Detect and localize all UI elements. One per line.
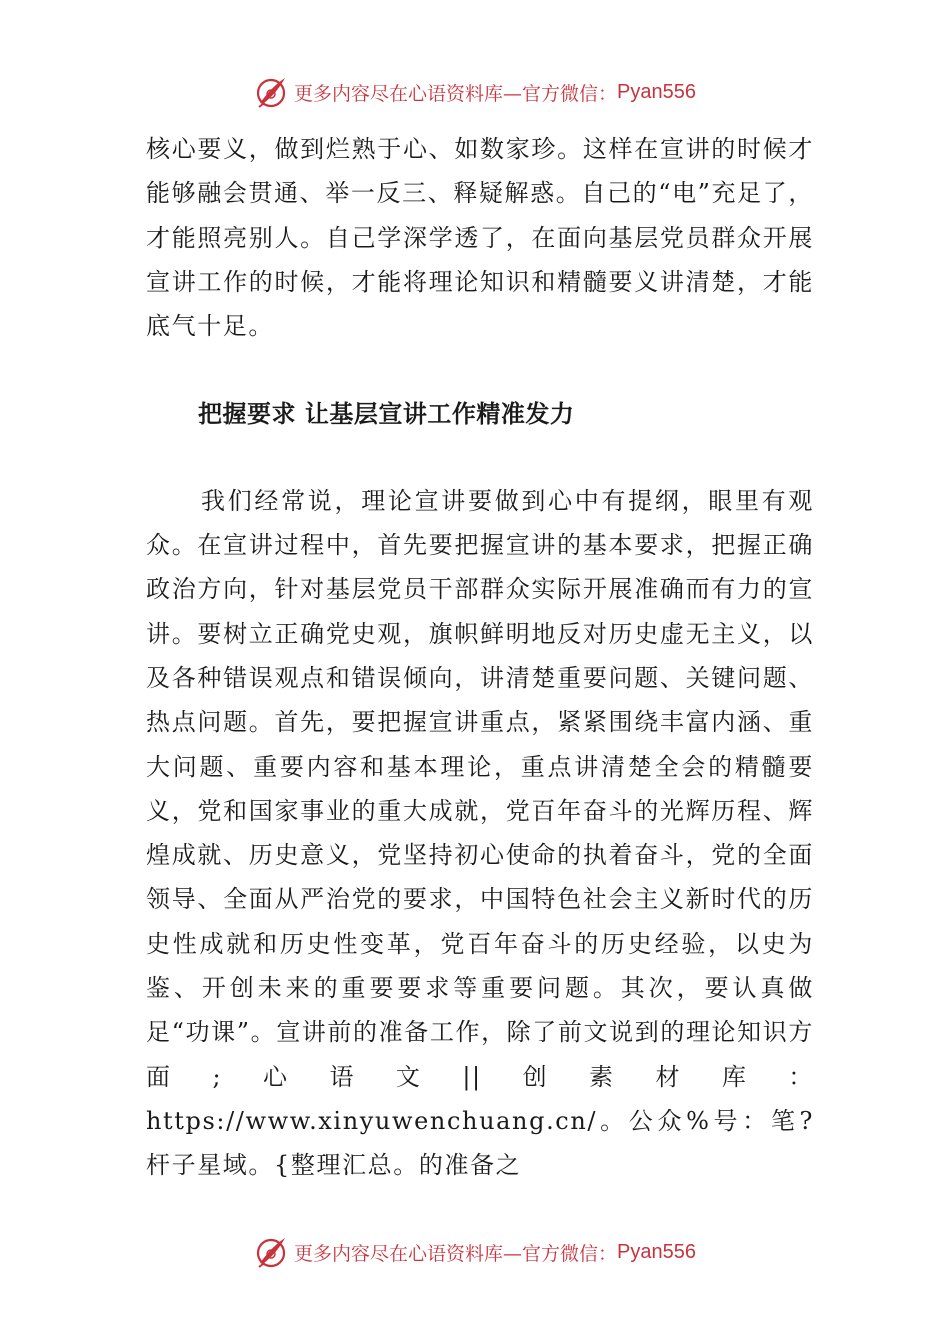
header-banner xyxy=(0,72,950,112)
paragraph-2: 我们经常说，理论宣讲要做到心中有提纲，眼里有观众。在宣讲过程中，首先要把握宣讲的基本要求，把握正确政治方向，针对基层党员干部群众实际开展准确而有力的宣讲。要树立正确党史观，旗帜鲜明地反对历史虚无主义，以及各种错误观点和错误倾向，讲清楚重要问题、关键问题、热点问题。首先，要把握宣讲重点，紧紧围绕丰富内涵、重大问题、重要内容和基本理论，重点讲清楚全会的精髓要义，党和国家事业的重大成就，党百年奋斗的光辉历程、辉煌成就、历史意义，党坚持初心使命的执着奋斗，党的全面领导、全面从严治党的要求，中国特色社会主义新时代的历史性成就和历史性变革，党百年奋斗的历史经验，以史为鉴、开创未来的重要要求等重要问题。其次，要认真做足“功课”。宣讲前的准备工作，除了前文说到的理论知识方面;心语文||创素材库：https://www.xinyuwenchuang.cn/。公众%号：笔?杆子星域。{整理汇总。的准备之 xyxy=(146,486,814,1180)
footer-banner xyxy=(0,1232,950,1272)
quill-logo-icon xyxy=(254,1235,288,1269)
paragraph-1: 核心要义，做到烂熟于心、如数家珍。这样在宣讲的时候才能够融会贯通、举一反三、释疑解惑。自己的“电”充足了，才能照亮别人。自己学深学透了，在面向基层党员群众开展宣讲工作的时候，才能将理论知识和精髓要义讲清楚，才能底气十足。 xyxy=(146,135,814,341)
footer-banner-handle: Pyan556 xyxy=(617,1240,696,1263)
footer-banner-text: 更多内容尽在心语资料库—官方微信： xyxy=(294,1242,618,1265)
document-body xyxy=(146,127,814,1188)
section-heading: 把握要求 让基层宣讲工作精准发力 xyxy=(198,400,575,429)
header-banner-handle: Pyan556 xyxy=(617,80,696,103)
quill-logo-icon xyxy=(254,75,288,109)
header-banner-text: 更多内容尽在心语资料库—官方微信： xyxy=(294,82,618,105)
